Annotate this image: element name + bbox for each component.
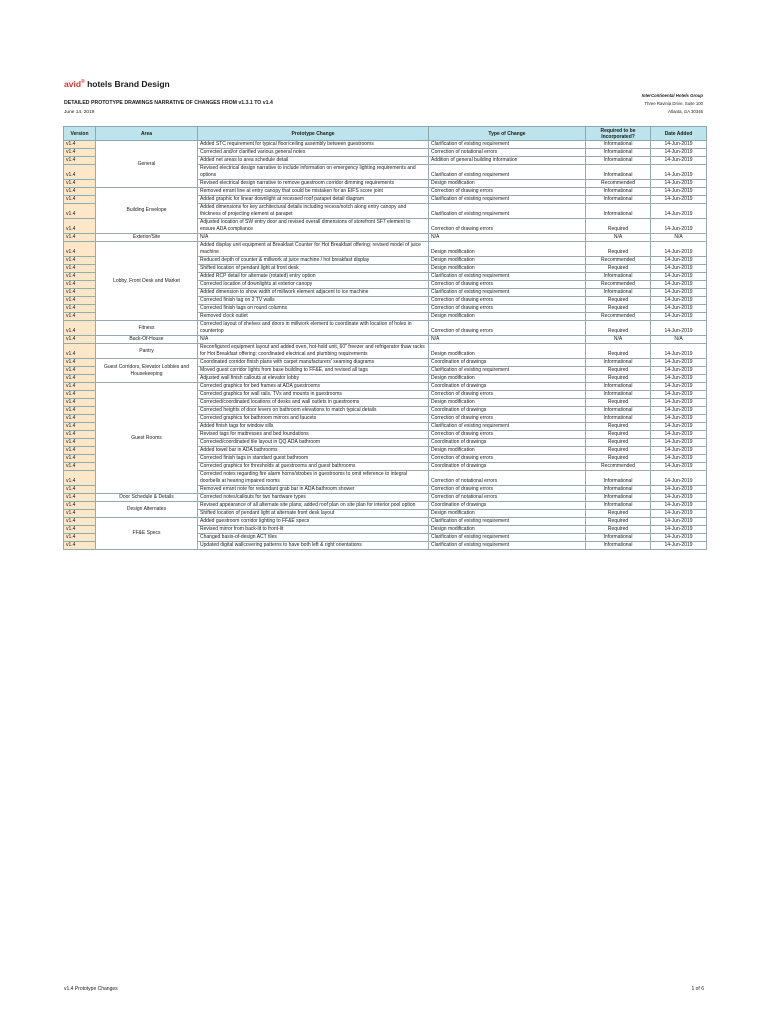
area-cell: Door Schedule & Details: [96, 494, 198, 502]
type-cell: Correction of drawing errors: [429, 281, 586, 289]
footer-label: v1.4 Prototype Changes: [64, 986, 118, 992]
version-cell: v1.4: [64, 494, 96, 502]
change-cell: Corrected finish tags in standard guest bathroom: [198, 455, 429, 463]
date-cell: 14-Jun-2019: [651, 313, 707, 321]
table-row: [64, 383, 707, 391]
date-cell: 14-Jun-2019: [651, 359, 707, 367]
date-cell: 14-Jun-2019: [651, 439, 707, 447]
version-cell: v1.4: [64, 375, 96, 383]
area-cell: Lobby, Front Desk and Market: [96, 242, 198, 321]
version-cell: v1.4: [64, 281, 96, 289]
date-cell: 14-Jun-2019: [651, 486, 707, 494]
version-cell: v1.4: [64, 431, 96, 439]
required-cell: Informational: [586, 141, 651, 149]
required-cell: Recommended: [586, 313, 651, 321]
type-cell: Design modification: [429, 313, 586, 321]
required-cell: Required: [586, 447, 651, 455]
change-cell: Moved guest corridor lights from base building to FF&E, and revised all tags: [198, 367, 429, 375]
date-cell: N/A: [651, 234, 707, 242]
required-cell: Informational: [586, 157, 651, 165]
change-cell: Corrected graphics for thresholds at guestrooms and guest bathrooms: [198, 463, 429, 471]
required-cell: N/A: [586, 234, 651, 242]
type-cell: Coordination of drawings: [429, 359, 586, 367]
type-cell: Design modification: [429, 447, 586, 455]
version-cell: v1.4: [64, 383, 96, 391]
change-cell: Added STC requirement for typical floor/ceiling assembly between guestrooms: [198, 141, 429, 149]
type-cell: Coordination of drawings: [429, 502, 586, 510]
table-row: [64, 188, 707, 196]
type-cell: Clarification of existing requirement: [429, 518, 586, 526]
type-cell: Correction of drawing errors: [429, 391, 586, 399]
table-row: [64, 344, 707, 359]
table-row: [64, 242, 707, 257]
change-cell: Corrected location of downlights at exterior canopy: [198, 281, 429, 289]
type-cell: Correction of drawing errors: [429, 455, 586, 463]
date-cell: 14-Jun-2019: [651, 415, 707, 423]
version-cell: v1.4: [64, 399, 96, 407]
company-block: [642, 92, 703, 116]
date-cell: 14-Jun-2019: [651, 383, 707, 391]
date-cell: 14-Jun-2019: [651, 157, 707, 165]
change-cell: Corrected layout of shelves and doors in millwork element to coordinate with location of holes in countertop: [198, 321, 429, 336]
required-cell: Required: [586, 321, 651, 336]
change-cell: Added dimension to show width of millwork element adjacent to ice machine: [198, 289, 429, 297]
change-cell: Revised electrical design narrative to remove guestroom corridor dimming requirements: [198, 180, 429, 188]
version-cell: v1.4: [64, 273, 96, 281]
date-cell: 14-Jun-2019: [651, 423, 707, 431]
change-cell: Added RCP detail for alternate (rotated) entry option: [198, 273, 429, 281]
change-cell: Adjusted wall finish callouts at elevator lobby: [198, 375, 429, 383]
required-cell: Required: [586, 455, 651, 463]
table-row: [64, 502, 707, 510]
date-cell: 14-Jun-2019: [651, 188, 707, 196]
version-cell: v1.4: [64, 321, 96, 336]
type-cell: Clarification of existing requirement: [429, 367, 586, 375]
version-cell: v1.4: [64, 391, 96, 399]
type-cell: Design modification: [429, 526, 586, 534]
type-cell: Clarification of existing requirement: [429, 534, 586, 542]
version-cell: v1.4: [64, 415, 96, 423]
type-cell: Clarification of existing requirement: [429, 165, 586, 180]
version-cell: v1.4: [64, 455, 96, 463]
area-cell: FF&E Specs: [96, 518, 198, 550]
date-cell: N/A: [651, 336, 707, 344]
date-cell: 14-Jun-2019: [651, 518, 707, 526]
area-cell: Guest Rooms: [96, 383, 198, 494]
type-cell: Correction of notational errors: [429, 494, 586, 502]
change-cell: Removed errant note for redundant grab bar in ADA bathroom shower: [198, 486, 429, 494]
change-cell: Corrected graphics for wall rails, TVs and mounts in guestrooms: [198, 391, 429, 399]
required-cell: Informational: [586, 149, 651, 157]
required-cell: Recommended: [586, 257, 651, 265]
page-number: 1 of 6: [691, 986, 704, 992]
change-cell: Corrected/coordinated tile layout in QQ ADA bathroom: [198, 439, 429, 447]
required-cell: Informational: [586, 486, 651, 494]
type-cell: N/A: [429, 234, 586, 242]
date-cell: 14-Jun-2019: [651, 510, 707, 518]
version-cell: v1.4: [64, 157, 96, 165]
version-cell: v1.4: [64, 313, 96, 321]
document-title: DETAILED PROTOTYPE DRAWINGS NARRATIVE OF CHANGES FROM v1.3.1 TO v1.4: [64, 100, 273, 106]
type-cell: Design modification: [429, 180, 586, 188]
header-change: Prototype Change: [198, 127, 429, 141]
date-cell: 14-Jun-2019: [651, 204, 707, 219]
area-cell: Design Alternates: [96, 502, 198, 518]
change-cell: N/A: [198, 234, 429, 242]
required-cell: Required: [586, 305, 651, 313]
date-cell: 14-Jun-2019: [651, 344, 707, 359]
required-cell: Informational: [586, 383, 651, 391]
change-cell: Coordinated corridor finish plans with carpet manufacturers' seaming diagrams: [198, 359, 429, 367]
date-cell: 14-Jun-2019: [651, 471, 707, 486]
change-cell: Revised mirror from back-lit to front-lit: [198, 526, 429, 534]
required-cell: Informational: [586, 273, 651, 281]
version-cell: v1.4: [64, 407, 96, 415]
required-cell: Required: [586, 510, 651, 518]
date-cell: 14-Jun-2019: [651, 526, 707, 534]
version-cell: v1.4: [64, 242, 96, 257]
version-cell: v1.4: [64, 196, 96, 204]
type-cell: Correction of drawing errors: [429, 297, 586, 305]
version-cell: v1.4: [64, 526, 96, 534]
date-cell: 14-Jun-2019: [651, 431, 707, 439]
change-cell: Revised tags for mattresses and bed foundations: [198, 431, 429, 439]
change-cell: Added finish tags for window sills: [198, 423, 429, 431]
table-row: [64, 359, 707, 367]
version-cell: v1.4: [64, 542, 96, 550]
version-cell: v1.4: [64, 297, 96, 305]
date-cell: 14-Jun-2019: [651, 407, 707, 415]
type-cell: Correction of drawing errors: [429, 415, 586, 423]
date-cell: 14-Jun-2019: [651, 502, 707, 510]
required-cell: Informational: [586, 204, 651, 219]
change-cell: Updated digital wallcovering patterns to have both left & right orientations: [198, 542, 429, 550]
date-cell: 14-Jun-2019: [651, 257, 707, 265]
change-cell: Corrected finish tags on round columns: [198, 305, 429, 313]
type-cell: Coordination of drawings: [429, 439, 586, 447]
version-cell: v1.4: [64, 336, 96, 344]
version-cell: v1.4: [64, 289, 96, 297]
change-cell: Adjusted location of SW entry door and revised overall dimensions of storefront SF7 element to ensure ADA compliance: [198, 219, 429, 234]
required-cell: Informational: [586, 542, 651, 550]
change-cell: Added guestroom corridor lighting to FF&E specs: [198, 518, 429, 526]
date-cell: 14-Jun-2019: [651, 273, 707, 281]
type-cell: Design modification: [429, 399, 586, 407]
required-cell: Informational: [586, 494, 651, 502]
table-header-row: [64, 127, 707, 141]
type-cell: Clarification of existing requirement: [429, 196, 586, 204]
date-cell: 14-Jun-2019: [651, 534, 707, 542]
version-cell: v1.4: [64, 510, 96, 518]
type-cell: Correction of drawing errors: [429, 219, 586, 234]
date-cell: 14-Jun-2019: [651, 494, 707, 502]
change-cell: Shifted location of pendant light at front desk: [198, 265, 429, 273]
required-cell: Required: [586, 439, 651, 447]
type-cell: Clarification of existing requirement: [429, 423, 586, 431]
change-cell: Shifted location of pendant light at alternate front desk layout: [198, 510, 429, 518]
version-cell: v1.4: [64, 234, 96, 242]
change-cell: Corrected heights of door levers on bathroom elevations to match typical details: [198, 407, 429, 415]
required-cell: N/A: [586, 336, 651, 344]
version-cell: v1.4: [64, 305, 96, 313]
type-cell: Coordination of drawings: [429, 407, 586, 415]
version-cell: v1.4: [64, 149, 96, 157]
table-row: [64, 321, 707, 336]
version-cell: v1.4: [64, 439, 96, 447]
change-cell: Corrected graphics for bed frames at ADA guestrooms: [198, 383, 429, 391]
table-row: [64, 518, 707, 526]
area-cell: Back-Of-House: [96, 336, 198, 344]
date-cell: 14-Jun-2019: [651, 463, 707, 471]
changes-table: [63, 126, 707, 550]
change-cell: Corrected finish tag on 2 TV walls: [198, 297, 429, 305]
required-cell: Required: [586, 242, 651, 257]
version-cell: v1.4: [64, 188, 96, 196]
date-cell: 14-Jun-2019: [651, 297, 707, 305]
required-cell: Required: [586, 367, 651, 375]
date-cell: 14-Jun-2019: [651, 399, 707, 407]
date-cell: 14-Jun-2019: [651, 165, 707, 180]
type-cell: Correction of drawing errors: [429, 431, 586, 439]
company-name: InterContinental Hotels Group: [641, 93, 703, 98]
required-cell: Informational: [586, 188, 651, 196]
version-cell: v1.4: [64, 486, 96, 494]
required-cell: Required: [586, 375, 651, 383]
change-cell: Corrected notes regarding fire alarm horns/strobes in guestrooms to omit reference to integral doorbells at hearing impaired rooms: [198, 471, 429, 486]
type-cell: Clarification of existing requirement: [429, 141, 586, 149]
version-cell: v1.4: [64, 257, 96, 265]
area-cell: Guest Corridors, Elevator Lobbies and Housekeeping: [96, 359, 198, 383]
date-cell: 14-Jun-2019: [651, 149, 707, 157]
version-cell: v1.4: [64, 471, 96, 486]
version-cell: v1.4: [64, 518, 96, 526]
required-cell: Required: [586, 526, 651, 534]
required-cell: Informational: [586, 289, 651, 297]
version-cell: v1.4: [64, 534, 96, 542]
date-cell: 14-Jun-2019: [651, 375, 707, 383]
change-cell: Changed basis-of-design ACT tiles: [198, 534, 429, 542]
avid-logo: avid®: [64, 79, 85, 89]
required-cell: Recommended: [586, 463, 651, 471]
change-cell: Removed errant line at entry canopy that could be mistaken for an EIFS score joint: [198, 188, 429, 196]
change-cell: Added graphic for linear downlight at recessed roof parapet detail diagram: [198, 196, 429, 204]
type-cell: Design modification: [429, 510, 586, 518]
document-date: June 14, 2019: [64, 110, 95, 115]
type-cell: Design modification: [429, 375, 586, 383]
brand-title: avid® hotels Brand Design: [64, 79, 170, 89]
required-cell: Informational: [586, 534, 651, 542]
change-cell: Added towel bar in ADA bathrooms: [198, 447, 429, 455]
change-cell: Corrected notes/callouts for two hardware types: [198, 494, 429, 502]
area-cell: Building Envelope: [96, 188, 198, 234]
type-cell: Clarification of existing requirement: [429, 273, 586, 281]
version-cell: v1.4: [64, 344, 96, 359]
date-cell: 14-Jun-2019: [651, 141, 707, 149]
required-cell: Required: [586, 399, 651, 407]
header-type: Type of Change: [429, 127, 586, 141]
date-cell: 14-Jun-2019: [651, 289, 707, 297]
company-address-line1: Three Ravinia Drive, Suite 100: [644, 101, 703, 106]
table-row: [64, 234, 707, 242]
required-cell: Required: [586, 297, 651, 305]
type-cell: Addition of general building information: [429, 157, 586, 165]
type-cell: Coordination of drawings: [429, 383, 586, 391]
type-cell: Correction of drawing errors: [429, 305, 586, 313]
required-cell: Required: [586, 518, 651, 526]
version-cell: v1.4: [64, 359, 96, 367]
change-cell: Reconfigured equipment layout and added oven, hot-hold unit, 60" freezer and refrigerator thaw racks for Hot Breakfast offering; coordinated electrical and plumbing requirements: [198, 344, 429, 359]
version-cell: v1.4: [64, 463, 96, 471]
type-cell: Design modification: [429, 344, 586, 359]
change-cell: Added display unit equipment at Breakfast Counter for Hot Breakfast offering; revised model of juice machine: [198, 242, 429, 257]
version-cell: v1.4: [64, 423, 96, 431]
table-row: [64, 141, 707, 149]
type-cell: Design modification: [429, 257, 586, 265]
change-cell: N/A: [198, 336, 429, 344]
required-cell: Informational: [586, 196, 651, 204]
table-row: [64, 494, 707, 502]
required-cell: Recommended: [586, 281, 651, 289]
version-cell: v1.4: [64, 141, 96, 149]
date-cell: 14-Jun-2019: [651, 196, 707, 204]
change-cell: Corrected and/or clarified various general notes: [198, 149, 429, 157]
change-cell: Revised electrical design narrative to include information on emergency lighting requirements and options: [198, 165, 429, 180]
version-cell: v1.4: [64, 447, 96, 455]
company-address-line2: Atlanta, GA 30346: [668, 109, 703, 114]
date-cell: 14-Jun-2019: [651, 542, 707, 550]
type-cell: Correction of drawing errors: [429, 321, 586, 336]
date-cell: 14-Jun-2019: [651, 455, 707, 463]
version-cell: v1.4: [64, 265, 96, 273]
required-cell: Informational: [586, 502, 651, 510]
required-cell: Required: [586, 431, 651, 439]
area-cell: Fitness: [96, 321, 198, 336]
header-area: Area: [96, 127, 198, 141]
header-required: Required to be Incorporated?: [586, 127, 651, 141]
required-cell: Required: [586, 265, 651, 273]
change-cell: Added dimensions for key architectural details including recess/notch along entry canopy and thickness of projecting element at parapet: [198, 204, 429, 219]
version-cell: v1.4: [64, 180, 96, 188]
version-cell: v1.4: [64, 165, 96, 180]
type-cell: Correction of notational errors: [429, 149, 586, 157]
date-cell: 14-Jun-2019: [651, 180, 707, 188]
version-cell: v1.4: [64, 367, 96, 375]
type-cell: Clarification of existing requirement: [429, 289, 586, 297]
date-cell: 14-Jun-2019: [651, 305, 707, 313]
required-cell: Informational: [586, 415, 651, 423]
required-cell: Required: [586, 344, 651, 359]
version-cell: v1.4: [64, 502, 96, 510]
type-cell: Correction of drawing errors: [429, 486, 586, 494]
change-cell: Corrected/coordinated locations of desks and wall outlets in guestrooms: [198, 399, 429, 407]
date-cell: 14-Jun-2019: [651, 391, 707, 399]
change-cell: Corrected graphics for bathroom mirrors and faucets: [198, 415, 429, 423]
type-cell: Coordination of drawings: [429, 463, 586, 471]
type-cell: N/A: [429, 336, 586, 344]
required-cell: Required: [586, 219, 651, 234]
change-cell: Reduced depth of counter & millwork at juice machine / hot breakfast display: [198, 257, 429, 265]
type-cell: Design modification: [429, 242, 586, 257]
date-cell: 14-Jun-2019: [651, 219, 707, 234]
header-version: Version: [64, 127, 96, 141]
area-cell: Pantry: [96, 344, 198, 359]
date-cell: 14-Jun-2019: [651, 447, 707, 455]
area-cell: Exterior/Site: [96, 234, 198, 242]
required-cell: Informational: [586, 391, 651, 399]
date-cell: 14-Jun-2019: [651, 265, 707, 273]
table-row: [64, 336, 707, 344]
required-cell: Informational: [586, 471, 651, 486]
type-cell: Clarification of existing requirement: [429, 204, 586, 219]
date-cell: 14-Jun-2019: [651, 321, 707, 336]
version-cell: v1.4: [64, 219, 96, 234]
type-cell: Correction of notational errors: [429, 471, 586, 486]
required-cell: Informational: [586, 359, 651, 367]
date-cell: 14-Jun-2019: [651, 242, 707, 257]
version-cell: v1.4: [64, 204, 96, 219]
change-cell: Added net areas to area schedule detail: [198, 157, 429, 165]
required-cell: Recommended: [586, 180, 651, 188]
table-body: [64, 141, 707, 550]
type-cell: Clarification of existing requirement: [429, 542, 586, 550]
header-date: Date Added: [651, 127, 707, 141]
date-cell: 14-Jun-2019: [651, 367, 707, 375]
area-cell: General: [96, 141, 198, 188]
change-cell: Removed clock outlet: [198, 313, 429, 321]
type-cell: Design modification: [429, 265, 586, 273]
required-cell: Informational: [586, 407, 651, 415]
date-cell: 14-Jun-2019: [651, 281, 707, 289]
required-cell: Informational: [586, 165, 651, 180]
required-cell: Required: [586, 423, 651, 431]
type-cell: Correction of drawing errors: [429, 188, 586, 196]
change-cell: Revised appearance of all alternate site plans; added roof plan on site plan for interior pool option: [198, 502, 429, 510]
